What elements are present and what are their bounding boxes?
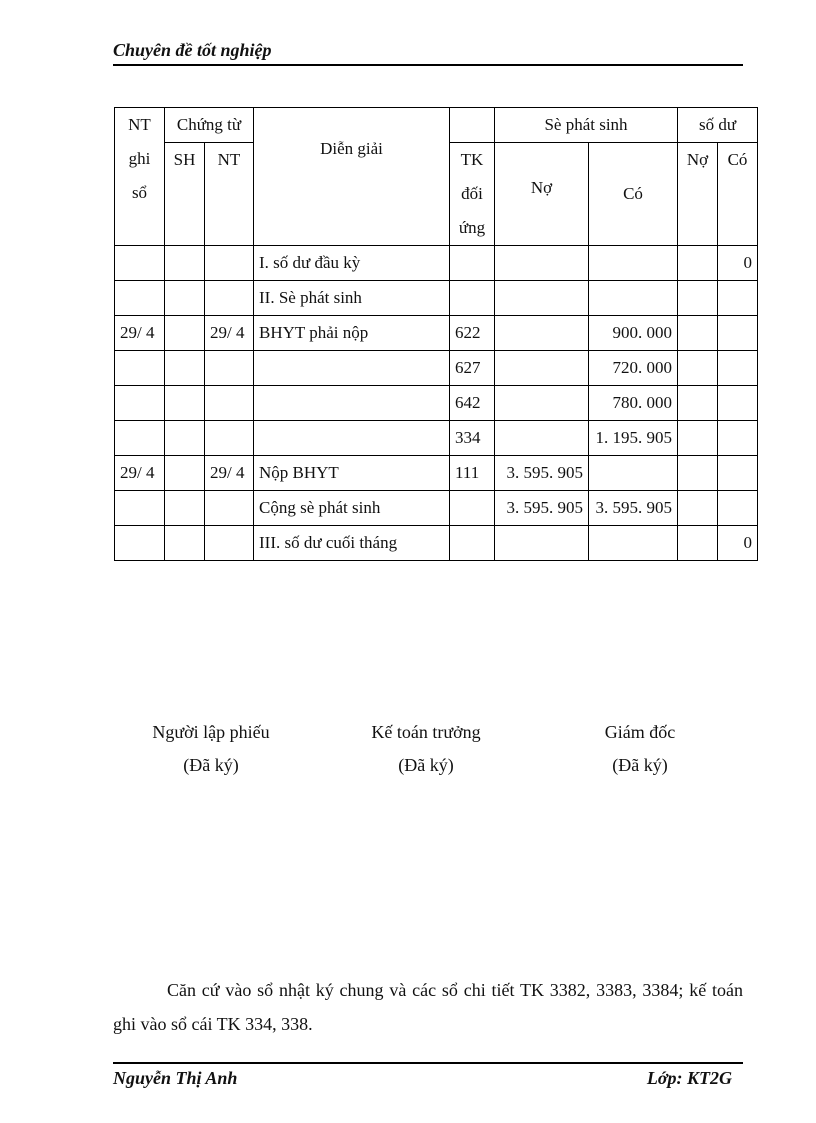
signature-role: Người lập phiếu	[152, 722, 270, 742]
cell-tk-doi-ung: 642	[450, 386, 495, 421]
cell-nt2	[205, 351, 254, 386]
cell-nt2	[205, 246, 254, 281]
header-tk-top-empty	[450, 108, 495, 143]
header-divider	[113, 64, 743, 66]
cell-co	[589, 281, 678, 316]
cell-sh	[165, 526, 205, 561]
cell-nt: 29/ 4	[115, 316, 165, 351]
cell-nt2: 29/ 4	[205, 456, 254, 491]
header-nt2: NT	[205, 143, 254, 246]
cell-du-no	[678, 281, 718, 316]
header-sh: SH	[165, 143, 205, 246]
cell-description: BHYT phải nộp	[254, 316, 450, 351]
cell-tk-doi-ung	[450, 246, 495, 281]
table-row	[115, 526, 758, 561]
cell-nt2	[205, 386, 254, 421]
cell-tk-doi-ung: 627	[450, 351, 495, 386]
cell-co: 1. 195. 905	[589, 421, 678, 456]
cell-sh	[165, 421, 205, 456]
footer-divider	[113, 1062, 743, 1064]
cell-description	[254, 421, 450, 456]
body-paragraph-text: Căn cứ vào sổ nhật ký chung và các sổ chi tiết TK 3382, 3383, 3384; kế toán ghi vào sổ cái TK 334, 338.	[113, 980, 743, 1034]
cell-description: I. số dư đầu kỳ	[254, 246, 450, 281]
table-row	[115, 421, 758, 456]
cell-nt	[115, 351, 165, 386]
cell-sh	[165, 281, 205, 316]
cell-du-co	[718, 421, 758, 456]
cell-du-no	[678, 386, 718, 421]
header-chung-tu: Chứng từ	[165, 108, 254, 143]
cell-co	[589, 526, 678, 561]
cell-nt2: 29/ 4	[205, 316, 254, 351]
cell-description: III. số dư cuối tháng	[254, 526, 450, 561]
cell-sh	[165, 456, 205, 491]
cell-description	[254, 351, 450, 386]
cell-co: 780. 000	[589, 386, 678, 421]
header-co: Có	[589, 143, 678, 246]
cell-nt2	[205, 421, 254, 456]
cell-no	[495, 526, 589, 561]
cell-tk-doi-ung: 334	[450, 421, 495, 456]
header-nt-ghi-so	[115, 108, 165, 246]
cell-tk-doi-ung	[450, 526, 495, 561]
footer-class: Lớp: KT2G	[646, 1068, 732, 1088]
cell-du-no	[678, 246, 718, 281]
cell-du-co	[718, 491, 758, 526]
cell-no	[495, 246, 589, 281]
table-row	[115, 456, 758, 491]
cell-du-co	[718, 386, 758, 421]
footer-author: Nguyễn Thị Anh	[113, 1068, 238, 1088]
header-du-no: Nợ	[678, 143, 718, 246]
cell-nt	[115, 526, 165, 561]
cell-tk-doi-ung	[450, 281, 495, 316]
header-so-label: sổ	[131, 183, 148, 202]
table-row	[115, 316, 758, 351]
table-row	[115, 246, 758, 281]
cell-nt2	[205, 526, 254, 561]
cell-du-no	[678, 316, 718, 351]
cell-tk-doi-ung: 111	[450, 456, 495, 491]
signature-preparer	[121, 716, 301, 782]
cell-sh	[165, 351, 205, 386]
signature-status: (Đã ký)	[183, 755, 239, 775]
cell-sh	[165, 386, 205, 421]
cell-nt	[115, 491, 165, 526]
cell-no: 3. 595. 905	[495, 491, 589, 526]
cell-no	[495, 316, 589, 351]
table-row	[115, 351, 758, 386]
cell-description: II. Sè phát sinh	[254, 281, 450, 316]
cell-du-no	[678, 491, 718, 526]
signature-director	[550, 716, 730, 782]
signature-status: (Đã ký)	[612, 755, 668, 775]
ledger-table	[114, 107, 758, 561]
cell-nt2	[205, 281, 254, 316]
header-no: Nợ	[495, 143, 589, 246]
header-so-du: số dư	[678, 108, 758, 143]
cell-co: 900. 000	[589, 316, 678, 351]
header-dien-giai: Diễn giải	[254, 108, 450, 246]
table-row	[115, 386, 758, 421]
cell-du-co	[718, 316, 758, 351]
cell-sh	[165, 316, 205, 351]
cell-du-co: 0	[718, 526, 758, 561]
header-nt-label: NT	[128, 115, 151, 134]
table-row	[115, 491, 758, 526]
cell-nt: 29/ 4	[115, 456, 165, 491]
cell-nt	[115, 386, 165, 421]
signature-status: (Đã ký)	[398, 755, 454, 775]
cell-nt2	[205, 491, 254, 526]
table-header-row-1	[115, 108, 758, 143]
cell-tk-doi-ung: 622	[450, 316, 495, 351]
cell-nt	[115, 246, 165, 281]
header-tk-label: TK	[460, 150, 484, 169]
body-paragraph	[113, 973, 743, 1041]
cell-no	[495, 386, 589, 421]
cell-co: 720. 000	[589, 351, 678, 386]
cell-du-co	[718, 456, 758, 491]
cell-description	[254, 386, 450, 421]
cell-du-co	[718, 281, 758, 316]
cell-no	[495, 351, 589, 386]
cell-co	[589, 456, 678, 491]
cell-no: 3. 595. 905	[495, 456, 589, 491]
signature-role: Kế toán trưởng	[371, 722, 481, 742]
document-header-title: Chuyên đề tốt nghiệp	[113, 40, 272, 60]
header-ung-label: ứng	[458, 218, 486, 237]
cell-no	[495, 281, 589, 316]
header-doi-label: đối	[461, 184, 483, 203]
cell-du-no	[678, 526, 718, 561]
header-du-co: Có	[718, 143, 758, 246]
cell-du-co: 0	[718, 246, 758, 281]
cell-du-co	[718, 351, 758, 386]
cell-description: Cộng sè phát sinh	[254, 491, 450, 526]
cell-co: 3. 595. 905	[589, 491, 678, 526]
cell-description: Nộp BHYT	[254, 456, 450, 491]
cell-no	[495, 421, 589, 456]
signature-chief-accountant	[336, 716, 516, 782]
cell-nt	[115, 281, 165, 316]
cell-sh	[165, 491, 205, 526]
cell-nt	[115, 421, 165, 456]
header-tk-doi-ung	[450, 143, 495, 246]
header-se-phat-sinh: Sè phát sinh	[495, 108, 678, 143]
cell-du-no	[678, 351, 718, 386]
signature-role: Giám đốc	[604, 722, 676, 742]
cell-sh	[165, 246, 205, 281]
cell-du-no	[678, 421, 718, 456]
cell-du-no	[678, 456, 718, 491]
header-ghi-label: ghi	[128, 149, 151, 168]
cell-co	[589, 246, 678, 281]
table-row	[115, 281, 758, 316]
cell-tk-doi-ung	[450, 491, 495, 526]
